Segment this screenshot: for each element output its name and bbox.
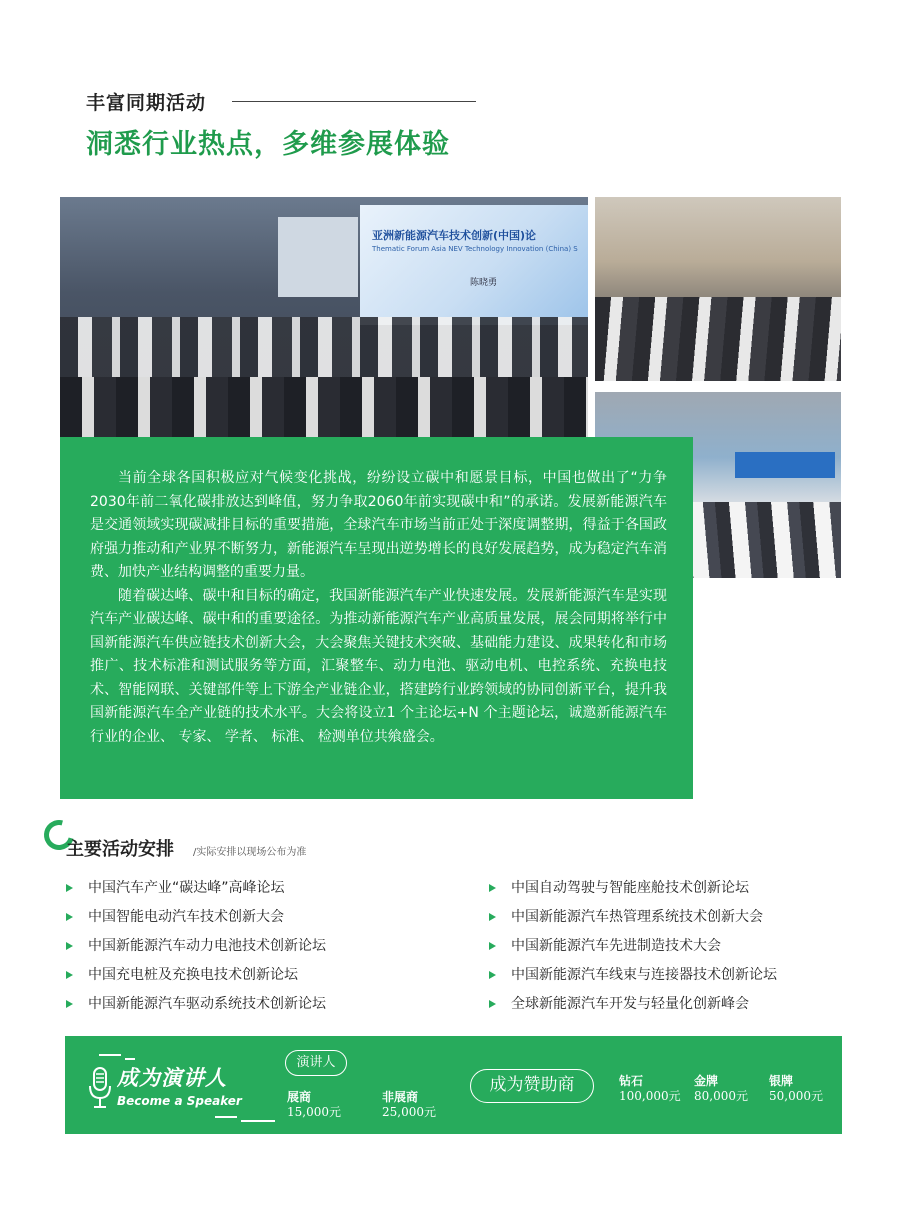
schedule-list-left — [66, 879, 326, 1024]
decor-line — [125, 1058, 135, 1060]
list-item-label: 中国智能电动汽车技术创新大会 — [88, 909, 284, 925]
list-item — [66, 908, 326, 937]
list-item-label: 中国新能源汽车热管理系统技术创新大会 — [511, 909, 763, 925]
forum-stage-photo — [60, 197, 588, 437]
non-exhibitor-label: 非展商 — [382, 1090, 419, 1104]
list-item-label: 中国新能源汽车先进制造技术大会 — [511, 938, 721, 954]
triangle-bullet-icon — [489, 913, 496, 921]
become-speaker-title: 成为演讲人 — [117, 1066, 227, 1090]
microphone-icon — [87, 1066, 113, 1112]
list-item — [489, 995, 777, 1024]
triangle-bullet-icon — [66, 971, 73, 979]
conference-hall-photo — [595, 197, 841, 381]
list-item-label: 中国自动驾驶与智能座舱技术创新论坛 — [511, 880, 749, 896]
speaker-sponsor-banner — [65, 1036, 842, 1134]
screen-subtitle: Thematic Forum Asia NEV Technology Innovation (China) S — [372, 245, 578, 253]
triangle-bullet-icon — [66, 913, 73, 921]
list-item-label: 中国新能源汽车线束与连接器技术创新论坛 — [511, 967, 777, 983]
list-item — [66, 937, 326, 966]
list-item — [66, 966, 326, 995]
non-exhibitor-price: 25,000元 — [382, 1105, 436, 1119]
list-item — [489, 879, 777, 908]
stage-screen — [360, 205, 588, 325]
list-item — [66, 879, 326, 908]
side-screen — [278, 217, 358, 297]
exhibitor-label: 展商 — [287, 1090, 312, 1104]
triangle-bullet-icon — [66, 942, 73, 950]
gold-price: 80,000元 — [694, 1089, 748, 1103]
silver-label: 银牌 — [769, 1074, 794, 1088]
schedule-note: /实际安排以现场公布为准 — [193, 847, 307, 858]
become-speaker-subtitle: Become a Speaker — [117, 1094, 242, 1108]
gold-label: 金牌 — [694, 1074, 719, 1088]
screen-speaker-name: 陈晓勇 — [470, 278, 498, 288]
screen-title: 亚洲新能源汽车技术创新(中国)论 — [372, 229, 537, 242]
triangle-bullet-icon — [66, 1000, 73, 1008]
exhibition-screen — [735, 452, 835, 478]
triangle-bullet-icon — [489, 942, 496, 950]
speaker-pill: 演讲人 — [285, 1050, 347, 1076]
list-item — [489, 908, 777, 937]
become-sponsor-button[interactable]: 成为赞助商 — [470, 1069, 594, 1103]
triangle-bullet-icon — [489, 971, 496, 979]
triangle-bullet-icon — [489, 1000, 496, 1008]
page-headline: 洞悉行业热点，多维参展体验 — [86, 129, 450, 160]
list-item-label: 中国新能源汽车驱动系统技术创新论坛 — [88, 996, 326, 1012]
audience-front-rows — [60, 377, 588, 437]
list-item — [66, 995, 326, 1024]
decor-line — [215, 1116, 237, 1118]
triangle-bullet-icon — [66, 884, 73, 892]
list-item — [489, 937, 777, 966]
hall-audience — [595, 297, 841, 381]
intro-text-box — [60, 437, 693, 799]
list-item-label: 全球新能源汽车开发与轻量化创新峰会 — [511, 996, 749, 1012]
title-divider — [232, 101, 476, 102]
decor-line — [241, 1120, 275, 1122]
exhibitor-price: 15,000元 — [287, 1105, 341, 1119]
section-title: 丰富同期活动 — [86, 92, 207, 114]
silver-price: 50,000元 — [769, 1089, 823, 1103]
diamond-label: 钻石 — [619, 1074, 644, 1088]
list-item-label: 中国汽车产业“碳达峰”高峰论坛 — [88, 880, 285, 896]
diamond-price: 100,000元 — [619, 1089, 681, 1103]
list-item-label: 中国充电桩及充换电技术创新论坛 — [88, 967, 298, 983]
triangle-bullet-icon — [489, 884, 496, 892]
intro-paragraph-1: 当前全球各国积极应对气候变化挑战，纷纷设立碳中和愿景目标，中国也做出了“力争2030年前二氧化碳排放达到峰值，努力争取2060年前实现碳中和”的承诺。发展新能源汽车是交通领域实现碳减排目标的重要措施，全球汽车市场当前正处于深度调整期，得益于各国政府强力推动和产业界不断努力，新能源汽车呈现出逆势增长的良好发展趋势，成为稳定汽车消费、加快产业结构调整的重要力量。 — [90, 470, 667, 580]
list-item-label: 中国新能源汽车动力电池技术创新论坛 — [88, 938, 326, 954]
intro-paragraph-2: 随着碳达峰、碳中和目标的确定，我国新能源汽车产业快速发展。发展新能源汽车是实现汽车产业碳达峰、碳中和的重要途径。为推动新能源汽车产业高质量发展，展会同期将举行中国新能源汽车供应链技术创新大会，大会聚焦关键技术突破、基础能力建设、成果转化和市场推广、技术标准和测试服务等方面，汇聚整车、动力电池、驱动电机、电控系统、充换电技术、智能网联、关键部件等上下游全产业链企业，搭建跨行业跨领域的协同创新平台，提升我国新能源汽车全产业链的技术水平。大会将设立1 个主论坛+N 个主题论坛，诚邀新能源汽车行业的企业、 专家、 学者、 标准、 检测单位共飨盛会。 — [90, 587, 667, 745]
list-item — [489, 966, 777, 995]
schedule-list-right — [489, 879, 777, 1024]
schedule-title: 主要活动安排 — [66, 839, 174, 860]
decor-line — [99, 1054, 121, 1056]
